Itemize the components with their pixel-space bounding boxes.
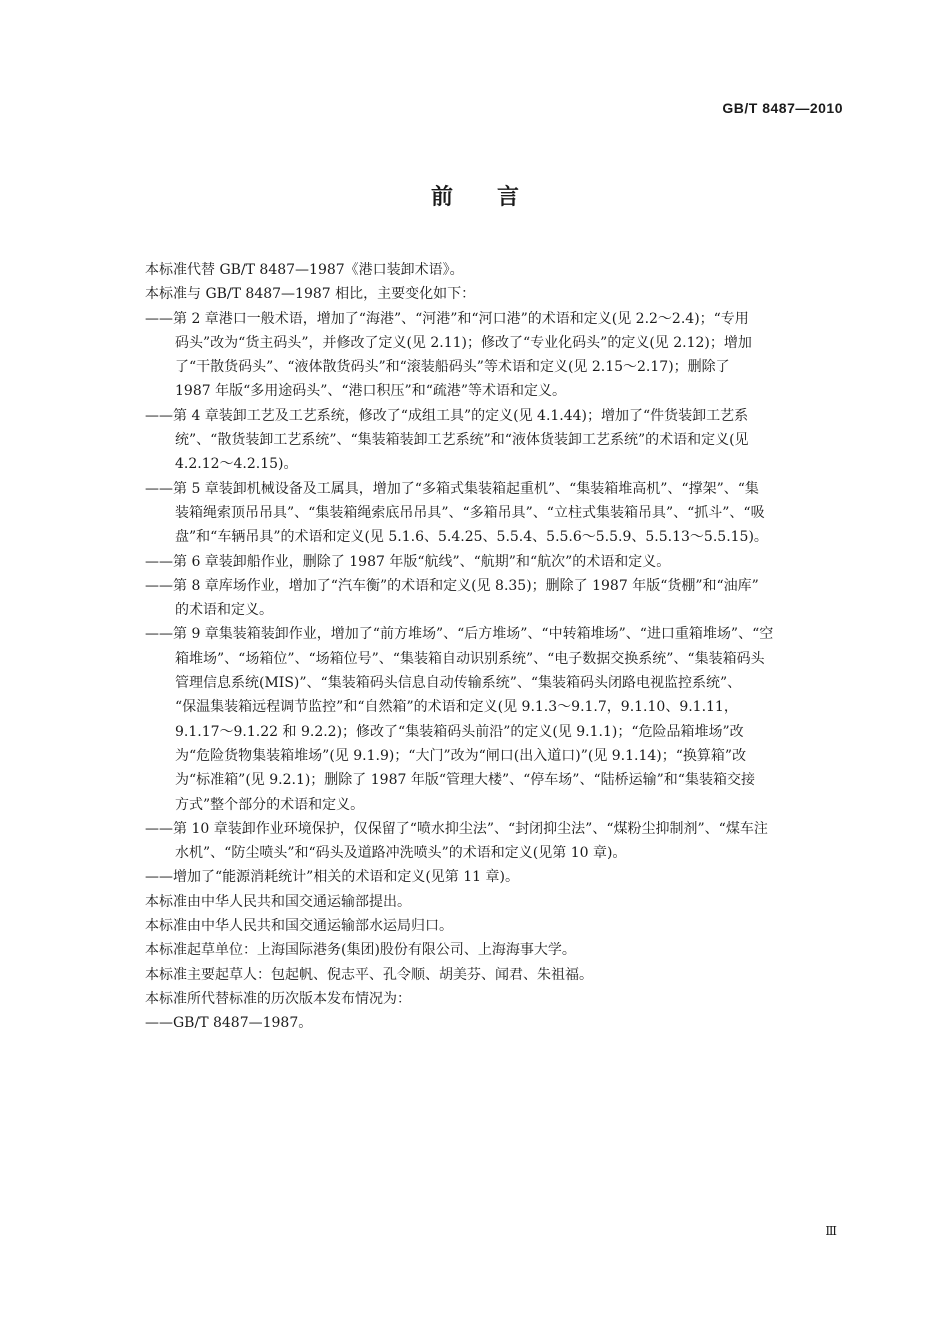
history-line: ——GB/T 8487—1987。	[145, 1015, 313, 1032]
page-number: Ⅲ	[825, 1224, 837, 1238]
change-line: 的术语和定义。	[175, 602, 273, 619]
paragraph-drafters: 本标准主要起草人：包起帆、倪志平、孔令顺、胡美芬、闻君、朱祖福。	[145, 966, 593, 983]
change-line: 4.2.12～4.2.15)。	[175, 456, 298, 473]
change-item-chapter-9	[145, 622, 845, 816]
change-line: 装箱绳索顶吊吊具”、“集装箱绳索底吊吊具”、“多箱吊具”、“立柱式集装箱吊具”、“抓斗”、“吸	[175, 504, 765, 521]
change-line: 管理信息系统(MIS)”、“集装箱码头信息自动传输系统”、“集装箱码头闭路电视监控系统”、	[175, 675, 742, 692]
change-line: ——增加了“能源消耗统计”相关的术语和定义(见第 11 章)。	[145, 869, 519, 886]
paragraph-history-intro: 本标准所代替标准的历次版本发布情况为：	[145, 990, 411, 1007]
change-item-energy	[145, 865, 845, 889]
page-title: 前言	[430, 185, 563, 210]
change-line: 1987 年版“多用途码头”、“港口积压”和“疏港”等术语和定义。	[175, 383, 567, 400]
change-line: 了“干散货码头”、“液体散货码头”和“滚装船码头”等术语和定义(见 2.15～2.17)；删除了	[175, 359, 730, 376]
change-line: 为“标准箱”(见 9.2.1)；删除了 1987 年版“管理大楼”、“停车场”、“陆桥运输”和“集装箱交接	[175, 772, 755, 789]
change-line: 码头”改为“货主码头”，并修改了定义(见 2.11)；修改了“专业化码头”的定义(见 2.12)；增加	[175, 334, 752, 351]
change-item-chapter-6	[145, 550, 845, 574]
change-line: ——第 5 章装卸机械设备及工属具，增加了“多箱式集装箱起重机”、“集装箱堆高机”、“撑架”、“集	[145, 480, 759, 497]
change-line: ——第 10 章装卸作业环境保护，仅保留了“喷水抑尘法”、“封闭抑尘法”、“煤粉尘抑制剂”、“煤车注	[145, 820, 768, 837]
paragraph-drafting-units: 本标准起草单位：上海国际港务(集团)股份有限公司、上海海事大学。	[145, 942, 576, 959]
change-line: 统”、“散货装卸工艺系统”、“集装箱装卸工艺系统”和“液体货装卸工艺系统”的术语和定义(见	[175, 432, 749, 449]
change-line: ——第 2 章港口一般术语，增加了“海港”、“河港”和“河口港”的术语和定义(见 2.2～2.4)；“专用	[145, 310, 749, 327]
standard-code: GB/T 8487—2010	[722, 100, 843, 116]
change-item-chapter-2	[145, 307, 845, 404]
foreword-body	[145, 258, 845, 1036]
paragraph-main-changes: 本标准与 GB/T 8487—1987 相比，主要变化如下：	[145, 286, 476, 303]
change-line: “保温集装箱远程调节监控”和“自然箱”的术语和定义(见 9.1.3～9.1.7，9.1.10、9.1.11，	[175, 699, 738, 716]
change-item-chapter-5	[145, 477, 845, 550]
paragraph-proposed-by: 本标准由中华人民共和国交通运输部提出。	[145, 893, 411, 910]
paragraph-replaces: 本标准代替 GB/T 8487—1987《港口装卸术语》。	[145, 262, 464, 278]
change-line: ——第 6 章装卸船作业，删除了 1987 年版“航线”、“航期”和“航次”的术语和定义。	[145, 553, 671, 570]
change-item-chapter-8	[145, 574, 845, 623]
change-line: 箱堆场”、“场箱位”、“场箱位号”、“集装箱自动识别系统”、“电子数据交换系统”、“集装箱码头	[175, 650, 765, 667]
change-item-chapter-10	[145, 817, 845, 866]
change-item-chapter-4	[145, 404, 845, 477]
change-line: 9.1.17～9.1.22 和 9.2.2)；修改了“集装箱码头前沿”的定义(见 9.1.1)；“危险品箱堆场”改	[175, 723, 744, 740]
change-line: 为“危险货物集装箱堆场”(见 9.1.9)；“大门”改为“闸口(出入道口)”(见 9.1.14)；“换算箱”改	[175, 747, 747, 764]
change-line: ——第 4 章装卸工艺及工艺系统，修改了“成组工具”的定义(见 4.1.44)；增加了“件货装卸工艺系	[145, 407, 749, 424]
paragraph-centralized-by: 本标准由中华人民共和国交通运输部水运局归口。	[145, 918, 453, 935]
change-line: ——第 9 章集装箱装卸作业，增加了“前方堆场”、“后方堆场”、“中转箱堆场”、“进口重箱堆场”、“空	[145, 626, 774, 643]
change-line: 盘”和“车辆吊具”的术语和定义(见 5.1.6、5.4.25、5.5.4、5.5.6～5.5.9、5.5.13～5.5.15)。	[175, 529, 768, 546]
history-item	[145, 1011, 845, 1035]
change-line: 方式”整个部分的术语和定义。	[175, 796, 365, 813]
change-line: 水机”、“防尘喷头”和“码头及道路冲洗喷头”的术语和定义(见第 10 章)。	[175, 845, 627, 862]
change-line: ——第 8 章库场作业，增加了“汽车衡”的术语和定义(见 8.35)；删除了 1987 年版“货棚”和“油库”	[145, 577, 759, 594]
